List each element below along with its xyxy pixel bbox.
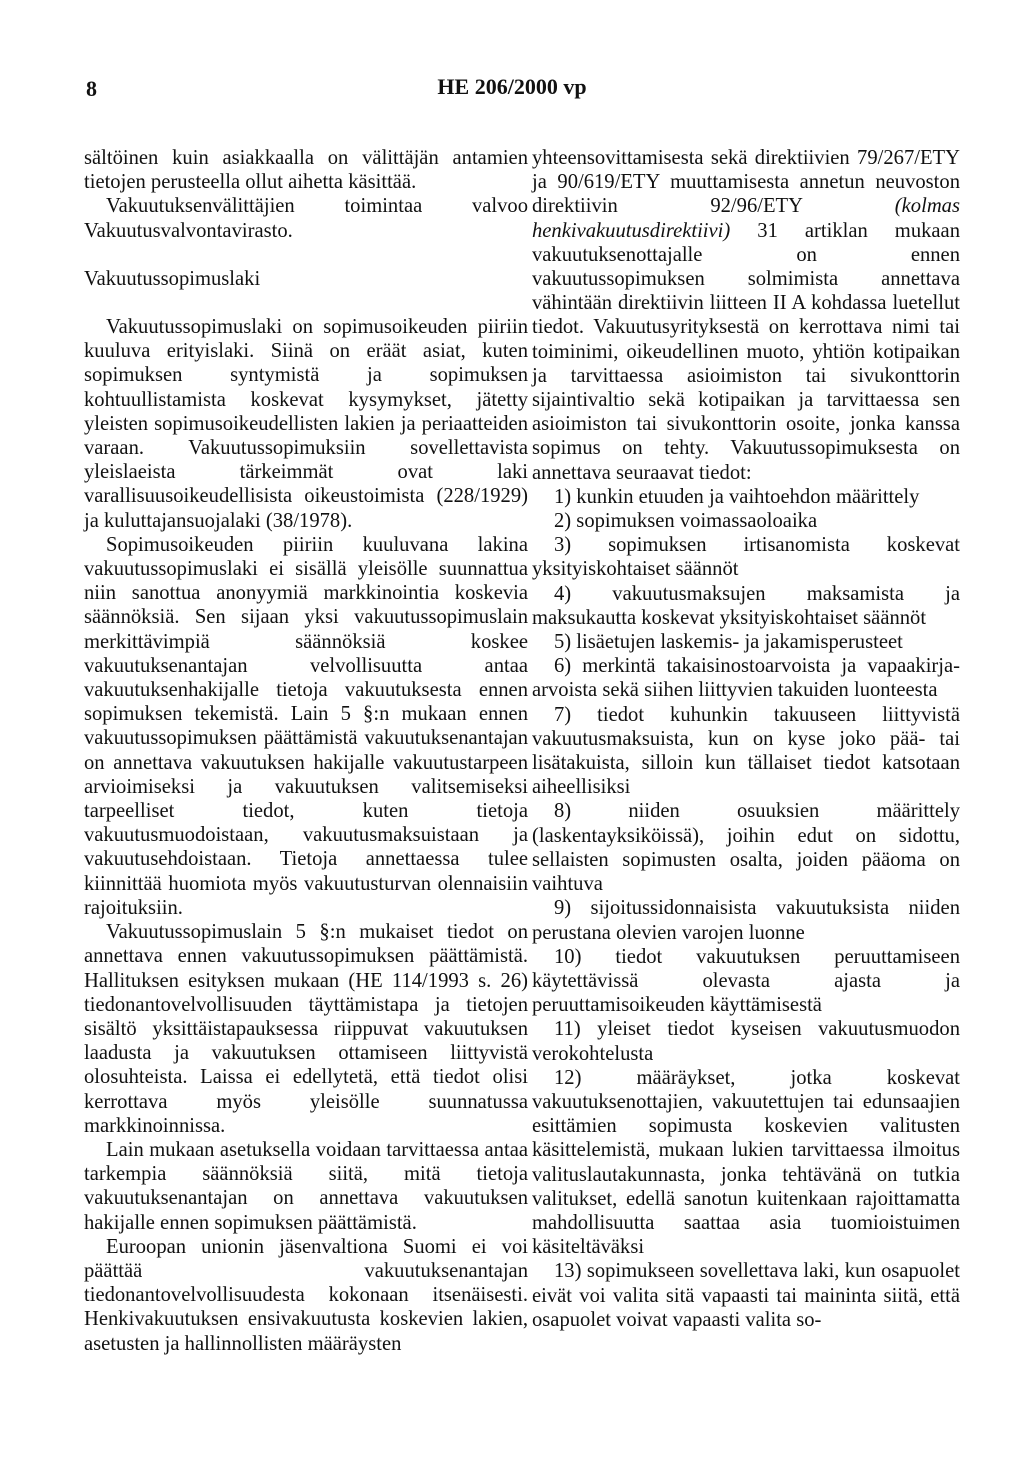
- list-item: 1) kunkin etuuden ja vaihtoehdon määrittely: [554, 485, 920, 508]
- list-item: 2) sopimuksen voimassaoloaika: [554, 510, 818, 533]
- intro-text-b: 31 artiklan mukaan vakuutuksenottajalle on ennen vakuutussopimuksen solmimista annettava vähintään direktiivin liitteen II A kohdassa luetellut tiedot. Vakuutusyrityksestä on kerrottava nimi tai toiminimi, oikeudellinen muoto, yhtiön kotipaikan ja tarvittaessa asioimiston tai sivukonttorin sijaintivaltio sekä kotipaikan ja tarvittaessa sen asioimiston tai sivukonttorin osoite, jonka kanssa sopimus on tehty. Vakuutussopimuksesta on annettava seuraavat tiedot:: [532, 219, 960, 484]
- paragraph: Lain mukaan asetuksella voidaan tarvittaessa antaa tarkempia säännöksiä siitä, mitä tietoja vakuutuksenantajan on annettava vakuutuksen hakijalle ennen sopimuksen päättämistä.: [84, 1138, 528, 1234]
- document-identifier: HE 206/2000 vp: [437, 74, 587, 99]
- list-item: 13) sopimukseen sovellettava laki, kun osapuolet eivät voi valita sitä vapaasti tai maininta siitä, että osapuolet voivat vapaasti valita so-: [532, 1260, 960, 1331]
- paragraph: Euroopan unionin jäsenvaltiona Suomi ei voi päättää vakuutuksenantajan tiedonantovelvollisuudesta kokonaan itsenäisesti. Henkivakuutuksen ensivakuutusta koskevien lakien, asetusten ja hallinnollisten määräysten: [84, 1235, 528, 1355]
- right-column: [532, 146, 960, 1332]
- left-column: [84, 146, 528, 1356]
- list-item: 7) tiedot kuhunkin takuuseen liittyvistä vakuutusmaksuista, kun on kyse joko pää- tai lisätakuista, silloin kun tällaiset tiedot katsotaan aiheellisiksi: [532, 703, 960, 799]
- list-item: 4) vakuutusmaksujen maksamista ja maksukautta koskevat yksityiskohtaiset säännöt: [532, 582, 960, 629]
- list-item: 10) tiedot vakuutuksen peruuttamiseen käytettävissä olevasta ajasta ja peruuttamisoikeuden käyttämisestä: [532, 945, 960, 1017]
- directive-name-italic: (kolmas henkivakuutusdirektiivi): [532, 195, 960, 242]
- required-information-list: [532, 485, 960, 1332]
- section-heading: Vakuutussopimuslaki: [84, 267, 261, 290]
- intro-text-a: yhteensovittamisesta sekä direktiivien 79/267/ETY ja 90/619/ETY muuttamisesta annetun neuvoston direktiivin 92/96/ETY: [532, 147, 960, 218]
- paragraph: Vakuutussopimuslaki on sopimusoikeuden piiriin kuuluva erityislaki. Siinä on eräät asiat, kuten sopimuksen syntymistä ja sopimuksen kohtuullistamista koskevat kysymykset, jätetty yleisten sopimusoikeudellisten lakien ja periaatteiden varaan. Vakuutussopimuksiin sovellettavista yleislaeista tärkeimmät ovat laki varallisuusoikeudellisista oikeustoimista (228/1929) ja kuluttajansuojalaki (38/1978).: [84, 316, 528, 532]
- paragraph: Sopimusoikeuden piiriin kuuluvana lakina vakuutussopimuslaki ei sisällä yleisölle suunnattua niin sanottua anonyymiä markkinointia koskevia säännöksiä. Sen sijaan yksi vakuutussopimuslain merkittävimpiä säännöksiä koskee vakuutuksenantajan velvollisuutta antaa vakuutuksenhakijalle tietoja vakuutuksesta ennen sopimuksen tekemistä. Lain 5 §:n mukaan ennen vakuutussopimuksen päättämistä vakuutuksenantajan on annettava vakuutuksen hakijalle vakuutustarpeen arvioimiseksi ja vakuutuksen valitsemiseksi tarpeelliset tiedot, kuten tietoja vakuutusmuodoistaan, vakuutusmaksuistaan ja vakuutusehdoistaan. Tietoja annettaessa tulee kiinnittää huomiota myös vakuutusturvan olennaisiin rajoituksiin.: [84, 533, 528, 919]
- paragraph: sältöinen kuin asiakkaalla on välittäjän antamien tietojen perusteella ollut aihetta käsittää.: [84, 147, 528, 194]
- list-item: 6) merkintä takaisinostoarvoista ja vapaakirja-arvoista sekä siihen liittyvien takuiden luonteesta: [532, 655, 960, 702]
- paragraph: [532, 146, 960, 485]
- list-item: 11) yleiset tiedot kyseisen vakuutusmuodon verokohtelusta: [532, 1018, 960, 1065]
- list-item: 9) sijoitussidonnaisista vakuutuksista niiden perustana olevien varojen luonne: [532, 897, 960, 944]
- list-item: 12) määräykset, jotka koskevat vakuutuksenottajien, vakuutettujen tai edunsaajien esittämien sopimusta koskevien valitusten käsittelemistä, mukaan lukien tarvittaessa ilmoitus valituslautakunnasta, jonka tehtävänä on tutkia valitukset, edellä sanotun kuitenkaan rajoittamatta mahdollisuutta saattaa asia tuomioistuimen käsiteltäväksi: [532, 1066, 960, 1259]
- page-number: 8: [86, 76, 97, 101]
- list-item: 5) lisäetujen laskemis- ja jakamisperusteet: [554, 631, 903, 654]
- paragraph: Vakuutussopimuslain 5 §:n mukaiset tiedot on annettava ennen vakuutussopimuksen päättämistä. Hallituksen esityksen mukaan (HE 114/1993 s. 26) tiedonantovelvollisuuden täyttämistapa ja tietojen sisältö yksittäistapauksessa riippuvat vakuutuksen laadusta ja vakuutuksen ottamiseen liittyvistä olosuhteista. Laissa ei edellytetä, että tiedot olisi kerrottava myös yleisölle suunnatussa markkinoinnissa.: [84, 921, 528, 1137]
- list-item: 3) sopimuksen irtisanomista koskevat yksityiskohtaiset säännöt: [532, 534, 960, 581]
- paragraph: Vakuutuksenvälittäjien toimintaa valvoo Vakuutusvalvontavirasto.: [84, 195, 528, 242]
- list-item: 8) niiden osuuksien määrittely (laskentayksiköissä), joihin edut on sidottu, sellaisten sopimusten osalta, joiden pääoma on vaihtuva: [532, 800, 960, 896]
